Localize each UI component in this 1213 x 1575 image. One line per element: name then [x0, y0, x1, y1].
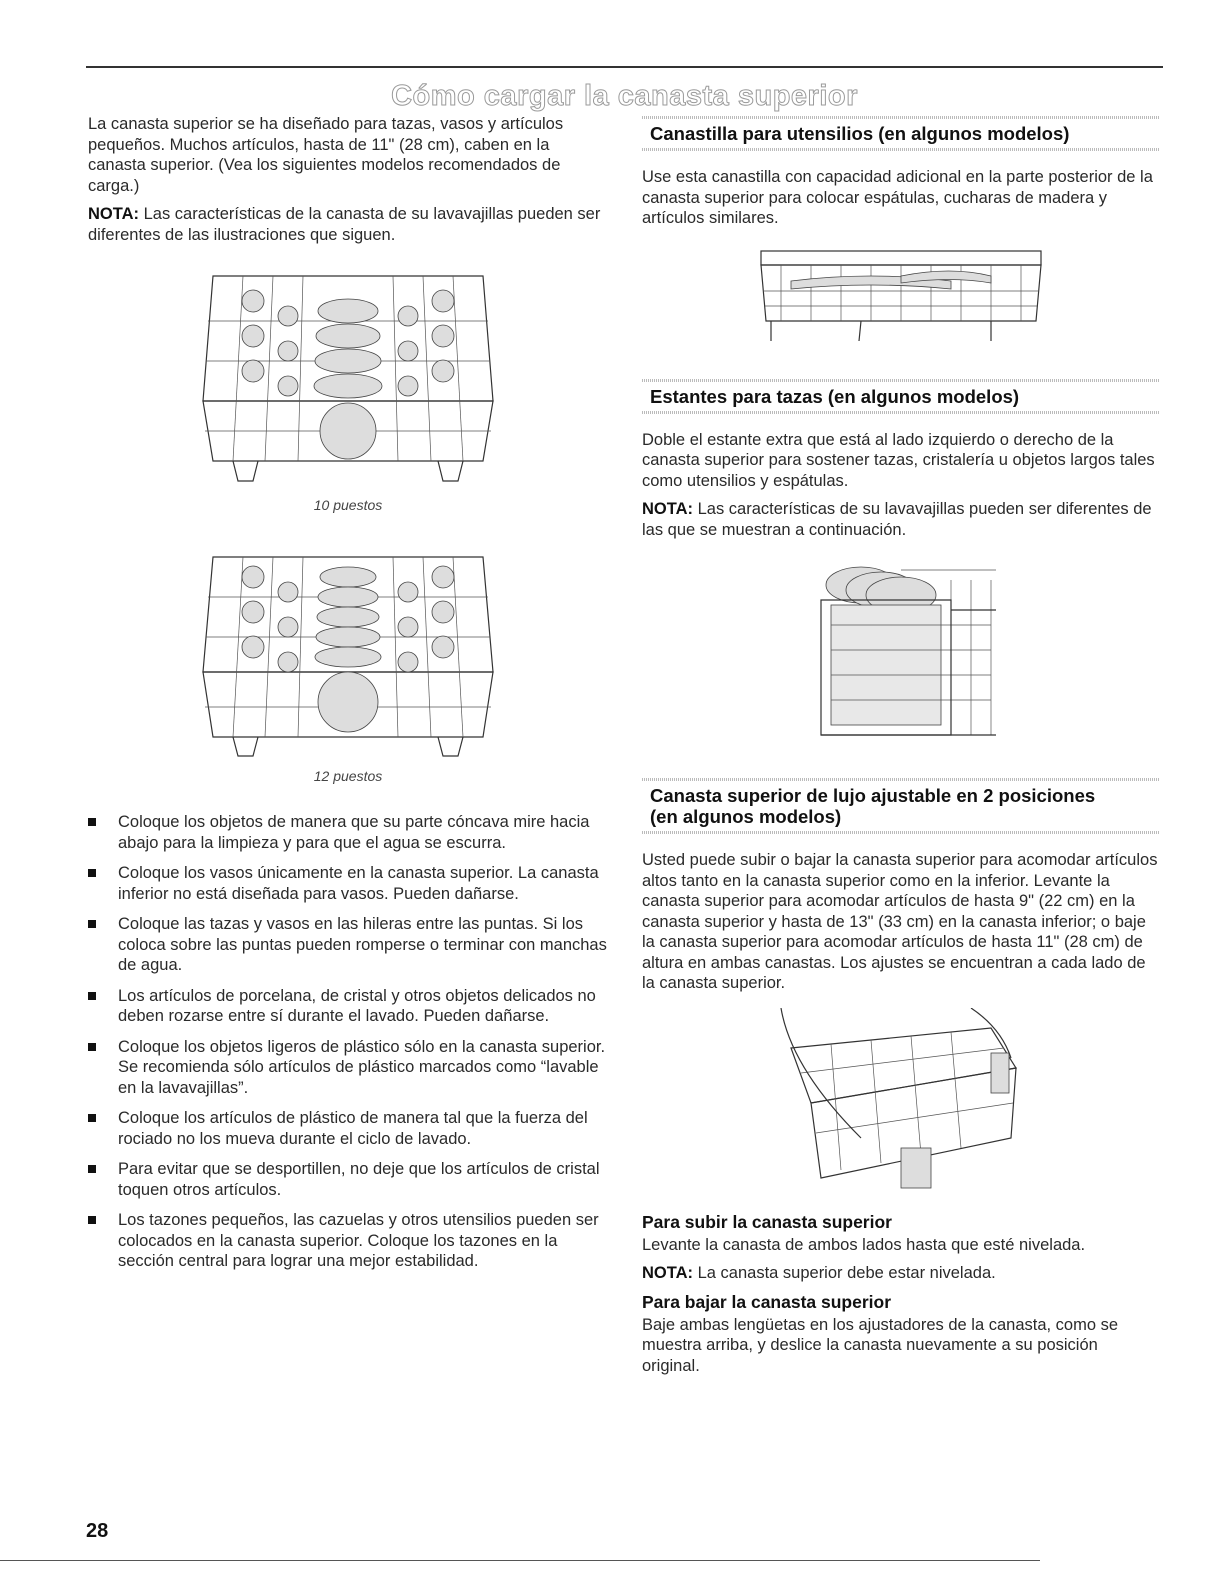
caption-12-place: 12 puestos — [313, 767, 383, 784]
rack-adjuster-illustration — [771, 1008, 1031, 1198]
page-number: 28 — [86, 1520, 109, 1542]
list-item: Coloque los objetos ligeros de plástico sólo en la canasta superior. Se recomienda sólo artículos de plástico marcados como “lavable en la lavavajillas”. — [88, 1037, 608, 1099]
bullet-square-icon — [88, 920, 96, 928]
section-title: Canasta superior de lujo ajustable en 2 posiciones (en algunos modelos) — [650, 785, 1096, 827]
header-rule — [642, 379, 1160, 382]
list-item: Los tazones pequeños, las cazuelas y otros utensilios pueden ser colocados en la canasta superior. Coloque los tazones en la sección central para lograr una mejor estabilidad. — [88, 1210, 608, 1272]
header-rule — [642, 831, 1160, 834]
list-item: Coloque los artículos de plástico de manera tal que la fuerza del rociado no los mueva durante el ciclo de lavado. — [88, 1108, 608, 1149]
bullet-square-icon — [88, 992, 96, 1000]
page-title: Cómo cargar la canasta superior — [391, 80, 858, 112]
section-header-adjustable-rack — [642, 770, 1160, 842]
note-paragraph — [88, 204, 608, 245]
bottom-rule — [0, 1560, 1040, 1561]
list-item: Para evitar que se desportillen, no deje que los artículos de cristal toquen otros artículos. — [88, 1159, 608, 1200]
section-header-cup-shelves — [642, 371, 1160, 422]
note-text: Las características de la canasta de su lavavajillas pueden ser diferentes de las ilustraciones que siguen. — [88, 205, 601, 244]
raise-rack-heading: Para subir la canasta superior — [642, 1211, 892, 1232]
caption-10-place: 10 puestos — [313, 497, 383, 513]
raise-rack-paragraph: Levante la canasta de ambos lados hasta que esté nivelada. — [642, 1235, 1086, 1254]
section-title: Canastilla para utensilios (en algunos modelos) — [650, 123, 1070, 144]
note-text: La canasta superior debe estar nivelada. — [693, 1264, 996, 1282]
header-rule — [642, 148, 1160, 151]
lower-rack-heading: Para bajar la canasta superior — [642, 1291, 892, 1312]
bullet-square-icon — [88, 1165, 96, 1173]
section-header-utensil-basket — [642, 114, 1160, 159]
bullet-square-icon — [88, 1216, 96, 1224]
cup-shelves-paragraph: Doble el estante extra que está al lado izquierdo o derecho de la canasta superior para sostener tazas, cristalería u objetos largos tales como utensilios y espátulas. — [642, 430, 1155, 490]
top-rule — [86, 66, 1163, 68]
list-item: Coloque los vasos únicamente en la canasta superior. La canasta inferior no está diseñada para vasos. Pueden dañarse. — [88, 863, 608, 904]
header-rule — [642, 116, 1160, 119]
section-title: Estantes para tazas (en algunos modelos) — [650, 385, 1020, 407]
list-item: Coloque las tazas y vasos en las hileras entre las puntas. Si los coloca sobre las puntas pueden romperse o terminar con manchas de agua. — [88, 914, 608, 976]
list-item: Coloque los objetos de manera que su parte cóncava mire hacia abajo para la limpieza y para que el agua se escurra. — [88, 812, 608, 853]
note-label: NOTA: — [642, 1264, 694, 1282]
utensil-basket-illustration — [751, 241, 1051, 351]
utensil-basket-paragraph: Use esta canastilla con capacidad adicional en la parte posterior de la canasta superior para colocar espátulas, cucharas de madera y artículos similares. — [642, 168, 1153, 227]
cup-shelf-illustration — [801, 550, 1001, 750]
rack-12-place-illustration — [193, 542, 503, 762]
raise-rack-note — [642, 1263, 1160, 1284]
left-column — [88, 114, 608, 1282]
bullet-square-icon — [88, 1114, 96, 1122]
header-rule — [642, 778, 1160, 781]
header-rule — [642, 411, 1160, 414]
right-column — [642, 114, 1160, 1384]
adjustable-rack-paragraph: Usted puede subir o bajar la canasta superior para acomodar artículos altos tanto en la canasta superior como en la inferior. Levante la canasta superior para acomodar artículos de hasta 9" (22 cm) en la canasta superior y hasta de 13" (33 cm) en la canasta inferior; o baje la canasta superior para acomodar artículos de hasta 11" (28 cm) de altura en ambas canastas. Los ajustes se encuentran a cada lado de la canasta superior. — [642, 851, 1158, 992]
note-text: Las características de su lavavajillas pueden ser diferentes de las que se muestran a continuación. — [642, 500, 1152, 539]
intro-paragraph: La canasta superior se ha diseñado para tazas, vasos y artículos pequeños. Muchos artículos, hasta de 11" (28 cm), caben en la canasta superior. (Vea los siguientes modelos recomendados de carga.) — [88, 115, 564, 195]
bullet-square-icon — [88, 818, 96, 826]
note-label: NOTA: — [88, 205, 140, 223]
list-item: Los artículos de porcelana, de cristal y otros objetos delicados no deben rozarse entre sí durante el lavado. Pueden dañarse. — [88, 986, 608, 1027]
cup-shelves-note — [642, 499, 1160, 540]
loading-tips-list — [88, 812, 608, 1272]
note-label: NOTA: — [642, 500, 694, 518]
rack-10-place-illustration — [193, 261, 503, 491]
lower-rack-paragraph: Baje ambas lengüetas en los ajustadores de la canasta, como se muestra arriba, y deslice la canasta nuevamente a su posición original. — [642, 1315, 1119, 1375]
bullet-square-icon — [88, 869, 96, 877]
bullet-square-icon — [88, 1043, 96, 1051]
